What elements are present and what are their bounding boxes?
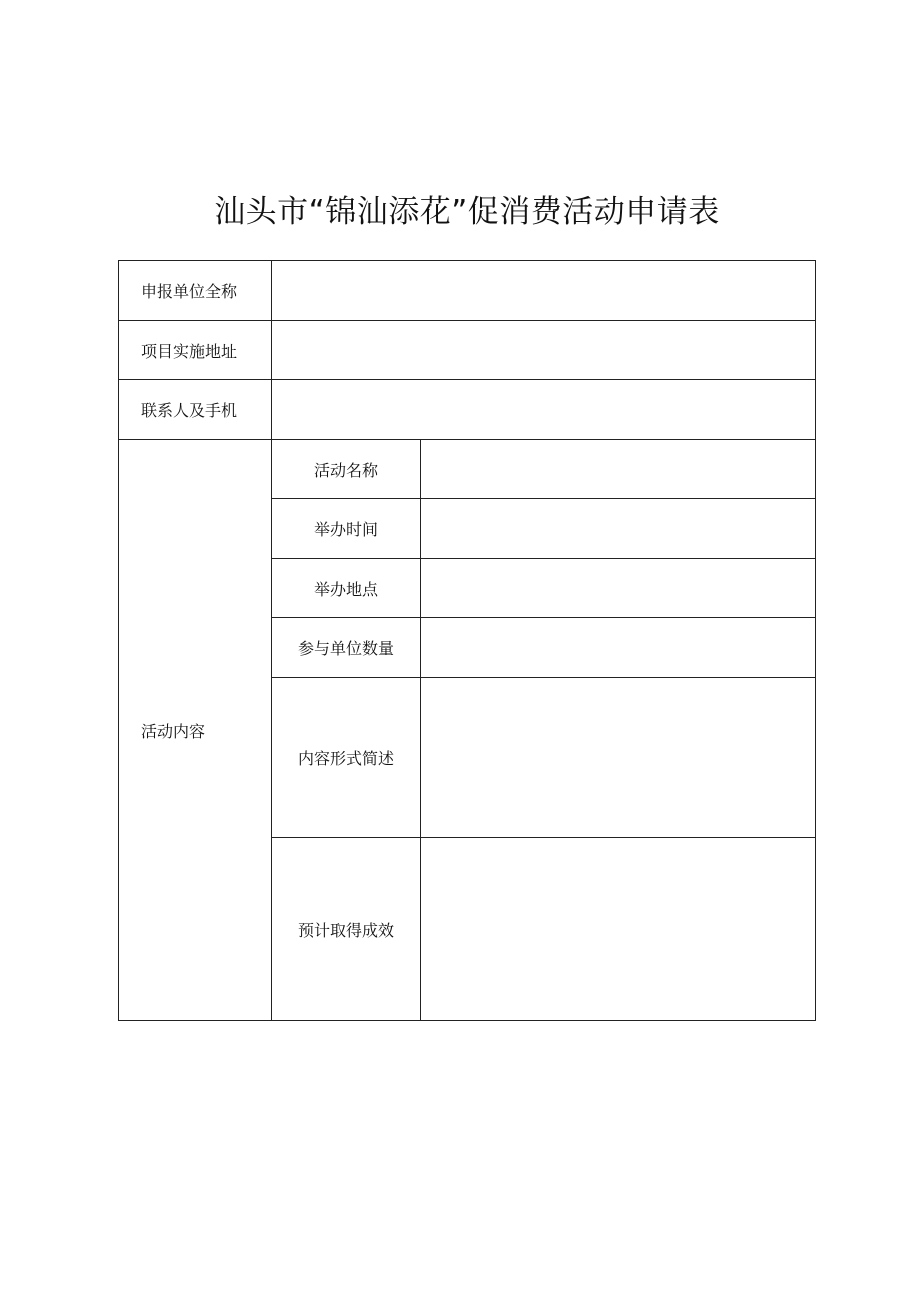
contact-field[interactable]	[272, 380, 816, 440]
content-summary-field[interactable]	[421, 678, 816, 838]
project-address-field[interactable]	[272, 321, 816, 380]
project-address-label: 项目实施地址	[119, 321, 272, 380]
participant-count-label: 参与单位数量	[272, 618, 421, 678]
content-summary-label: 内容形式简述	[272, 678, 421, 838]
activity-name-label: 活动名称	[272, 440, 421, 499]
expected-results-label: 预计取得成效	[272, 838, 421, 1021]
application-form-table	[118, 260, 816, 1021]
applicant-name-label: 申报单位全称	[119, 261, 272, 321]
page-title: 汕头市“锦汕添花”促消费活动申请表	[214, 194, 720, 230]
activity-name-field[interactable]	[421, 440, 816, 499]
applicant-name-field[interactable]	[272, 261, 816, 321]
expected-results-field[interactable]	[421, 838, 816, 1021]
participant-count-field[interactable]	[421, 618, 816, 678]
table-row	[119, 440, 816, 499]
table-row	[119, 380, 816, 440]
event-location-label: 举办地点	[272, 559, 421, 618]
event-location-field[interactable]	[421, 559, 816, 618]
event-time-label: 举办时间	[272, 499, 421, 559]
table-row	[119, 261, 816, 321]
activity-section-label: 活动内容	[119, 440, 272, 1021]
table-row	[119, 321, 816, 380]
contact-label: 联系人及手机	[119, 380, 272, 440]
event-time-field[interactable]	[421, 499, 816, 559]
